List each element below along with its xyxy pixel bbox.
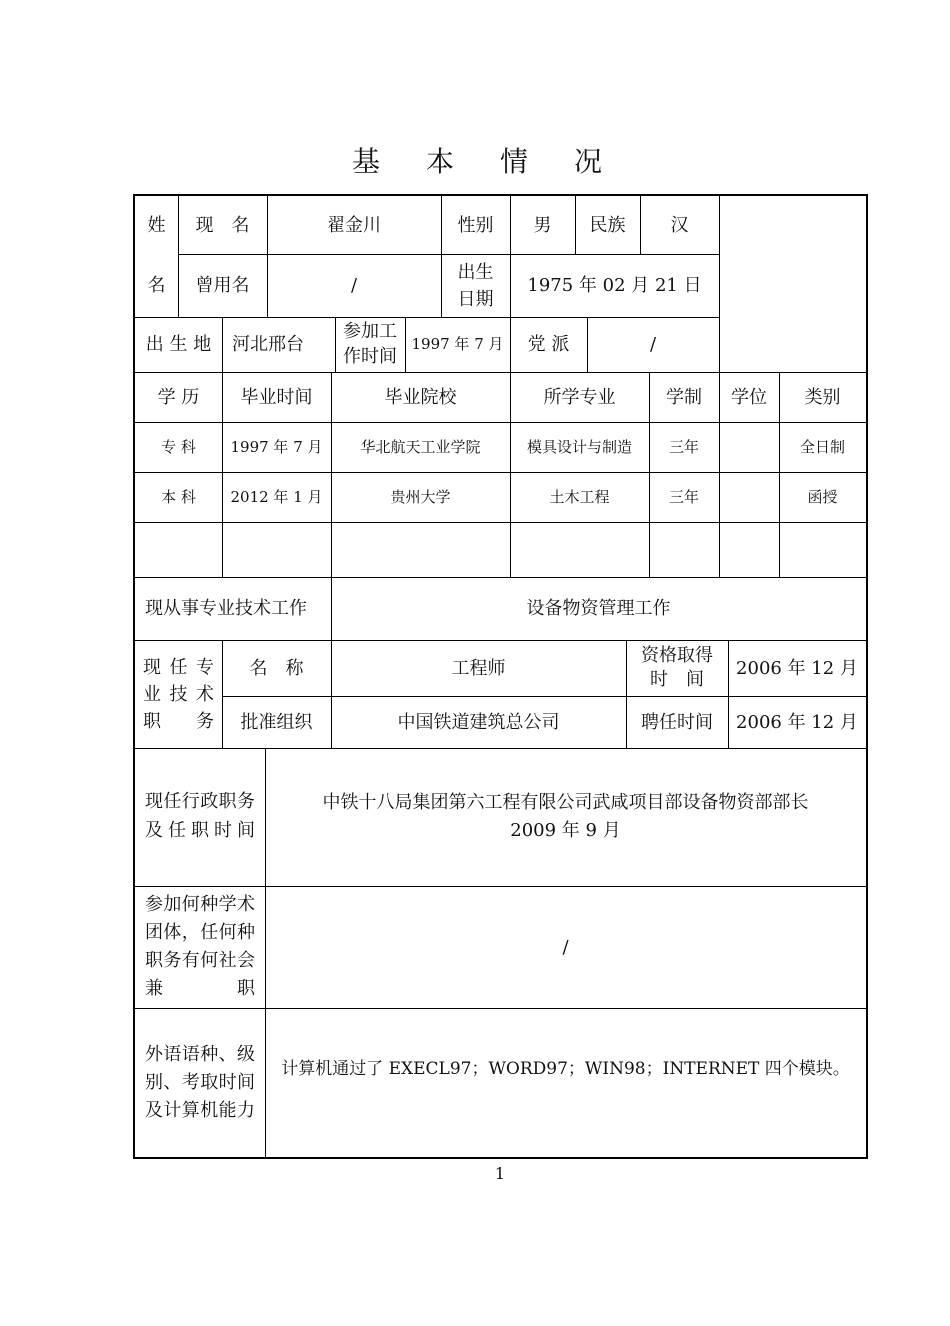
approver-label: 批准组织 <box>240 711 313 733</box>
birth-date-label-line1: 出生 <box>457 261 494 283</box>
admin-position-text: 中铁十八局集团第六工程有限公司武咸项目部设备物资部部长 <box>322 792 809 814</box>
language-label <box>135 1008 265 1158</box>
societies-label <box>135 886 265 1008</box>
birth-date-label <box>441 254 510 317</box>
edu-cell: 华北航天工业学院 <box>360 437 481 456</box>
language-label-line1: 外语语种、级 <box>145 1044 255 1066</box>
ethnicity-value: 汉 <box>670 214 689 236</box>
current-work-label: 现从事专业技术工作 <box>145 598 307 619</box>
edu-cell: 三年 <box>668 437 699 456</box>
gender-value: 男 <box>533 214 552 236</box>
edu-cell: 1997 年 7 月 <box>230 437 323 456</box>
page-title: 基本情况 <box>351 145 648 178</box>
former-name: / <box>350 275 358 296</box>
societies-label-line1: 参加何种学术 <box>145 894 255 916</box>
current-name-label: 现 名 <box>195 214 250 236</box>
party-value: / <box>649 334 657 355</box>
edu-header-degree: 学位 <box>731 386 767 408</box>
societies-label-line2: 团体，任何种 <box>145 922 255 944</box>
work-start-label <box>335 317 405 372</box>
edu-cell: 三年 <box>668 487 699 506</box>
edu-cell <box>222 522 331 577</box>
admin-position-label <box>135 748 265 886</box>
edu-cell: 贵州大学 <box>390 487 451 506</box>
work-start-date: 1997 年 7 月 <box>411 335 504 354</box>
birthplace: 河北邢台 <box>232 334 304 355</box>
edu-header-major: 所学专业 <box>543 386 616 408</box>
admin-position-label-line2: 及任职时间 <box>145 820 255 841</box>
tech-position-label-line1: 现任专 <box>143 656 214 678</box>
edu-cell <box>510 522 649 577</box>
admin-position-date: 2009 年 9 月 <box>510 820 621 841</box>
edu-cell: 本 科 <box>161 487 196 506</box>
edu-cell: 模具设计与制造 <box>526 437 632 456</box>
edu-cell: 全日制 <box>799 437 845 456</box>
edu-header-school: 毕业院校 <box>384 386 457 408</box>
hire-date: 2006 年 12 月 <box>736 711 858 733</box>
tech-position-label-line2: 业技术 <box>143 683 214 705</box>
birth-date: 1975 年 02 月 21 日 <box>527 275 702 296</box>
admin-position-label-line1: 现任行政职务 <box>145 791 255 813</box>
tech-position-label-line3: 职 务 <box>143 710 214 732</box>
edu-header-grad-time: 毕业时间 <box>240 386 313 408</box>
edu-header-type: 类别 <box>804 386 841 408</box>
edu-cell: 土木工程 <box>549 487 610 506</box>
language-label-line2: 别、考取时间 <box>145 1072 255 1094</box>
tech-title-value: 工程师 <box>451 657 506 679</box>
tech-position-label <box>135 640 222 748</box>
party-label: 党 派 <box>527 334 570 355</box>
language-label-line3: 及计算机能力 <box>145 1099 255 1121</box>
hire-date-label: 聘任时间 <box>641 711 713 733</box>
qualification-date: 2006 年 12 月 <box>736 657 858 679</box>
edu-cell <box>135 522 222 577</box>
edu-cell: 函授 <box>807 487 838 506</box>
rule <box>719 194 720 372</box>
qualification-date-label-line2: 时 间 <box>650 669 704 690</box>
tech-title-label: 名 称 <box>249 657 304 679</box>
current-work-value: 设备物资管理工作 <box>526 598 671 619</box>
former-name-label: 曾用名 <box>195 275 250 296</box>
edu-cell <box>719 522 779 577</box>
edu-header-duration: 学制 <box>666 386 702 408</box>
current-name: 翟金川 <box>327 214 381 236</box>
name-label-top: 姓 <box>147 214 166 236</box>
edu-cell: 2012 年 1 月 <box>230 487 323 506</box>
birthplace-label: 出 生 地 <box>145 334 212 355</box>
page-number: 1 <box>494 1164 506 1183</box>
ethnicity-label: 民族 <box>589 214 626 236</box>
societies-value: / <box>562 936 569 958</box>
work-start-label-line2: 作时间 <box>343 345 397 367</box>
birth-date-label-line2: 日期 <box>457 288 494 310</box>
edu-cell <box>649 522 719 577</box>
language-value: 计算机通过了 EXECL97；WORD97；WIN98；INTERNET 四个模块。 <box>281 1059 850 1080</box>
edu-cell <box>719 422 779 472</box>
gender-label: 性别 <box>457 214 494 236</box>
edu-cell <box>719 472 779 522</box>
qualification-date-label-line1: 资格取得 <box>641 644 713 666</box>
edu-cell <box>779 522 866 577</box>
approver-value: 中国铁道建筑总公司 <box>397 711 560 733</box>
edu-cell <box>331 522 510 577</box>
edu-cell: 专 科 <box>161 437 196 456</box>
qualification-date-label <box>626 640 728 696</box>
work-start-label-line1: 参加工 <box>343 321 397 343</box>
name-label-bottom: 名 <box>147 275 166 296</box>
edu-header-level: 学 历 <box>157 386 200 408</box>
societies-label-line4: 兼职 <box>145 977 255 999</box>
societies-label-line3: 职务有何社会 <box>145 950 255 971</box>
admin-position-value <box>265 748 866 886</box>
